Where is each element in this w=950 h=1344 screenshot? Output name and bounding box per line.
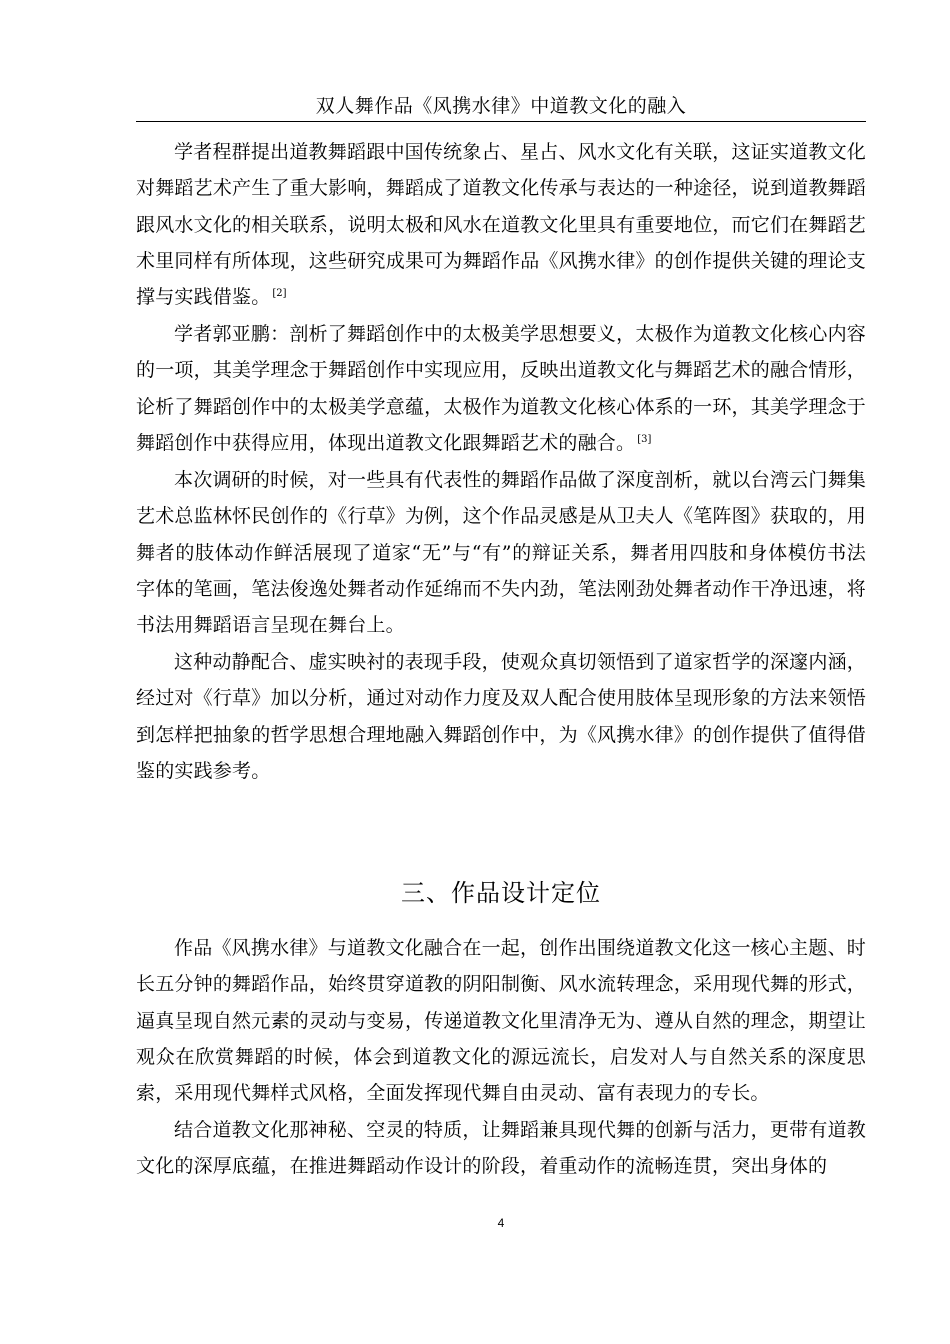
paragraph-dynamic-static <box>136 644 866 789</box>
paragraph-text: 学者程群提出道教舞蹈跟中国传统象占、星占、风水文化有关联，这证实道教文化对舞蹈艺术产生了重大影响，舞蹈成了道教文化传承与表达的一种途径，说到道教舞蹈跟风水文化的相关联系，说明太极和风水在道教文化里具有重要地位，而它们在舞蹈艺术里同样有所体现，这些研究成果可为舞蹈作品《风携水律》的创作提供关键的理论支撑与实践借鉴。 <box>136 141 866 309</box>
paragraph-taoist-features <box>136 1112 866 1185</box>
header-divider <box>136 121 866 122</box>
page-number: 4 <box>497 1216 505 1230</box>
paragraph-cheng-qun <box>136 134 866 315</box>
paragraph-xingcao-analysis <box>136 462 866 643</box>
paragraph-text: 作品《风携水律》与道教文化融合在一起，创作出围绕道教文化这一核心主题、时长五分钟的舞蹈作品，始终贯穿道教的阴阳制衡、风水流转理念，采用现代舞的形式，逼真呈现自然元素的灵动与变易，传递道教文化里清净无为、遵从自然的理念，期望让观众在欣赏舞蹈的时候，体会到道教文化的源远流长，启发对人与自然关系的深度思索，采用现代舞样式风格，全面发挥现代舞自由灵动、富有表现力的专长。 <box>136 937 866 1105</box>
citation-ref: [3] <box>637 433 652 445</box>
citation-ref: [2] <box>272 287 287 299</box>
paragraph-guo-yapeng <box>136 316 866 461</box>
paragraph-text: 本次调研的时候，对一些具有代表性的舞蹈作品做了深度剖析，就以台湾云门舞集艺术总监林怀民创作的《行草》为例，这个作品灵感是从卫夫人《笔阵图》获取的，用舞者的肢体动作鲜活展现了道家“无”与“有”的辩证关系，舞者用四肢和身体模仿书法字体的笔画，笔法俊逸处舞者动作延绵而不失内劲，笔法刚劲处舞者动作干净迅速，将书法用舞蹈语言呈现在舞台上。 <box>136 469 866 637</box>
paragraph-text: 结合道教文化那神秘、空灵的特质，让舞蹈兼具现代舞的创新与活力，更带有道教文化的深厚底蕴，在推进舞蹈动作设计的阶段，着重动作的流畅连贯，突出身体的 <box>136 1119 866 1178</box>
paragraph-text: 这种动静配合、虚实映衬的表现手段，使观众真切领悟到了道家哲学的深邃内涵，经过对《行草》加以分析，通过对动作力度及双人配合使用肢体呈现形象的方法来领悟到怎样把抽象的哲学思想合理地融入舞蹈创作中，为《风携水律》的创作提供了值得借鉴的实践参考。 <box>136 651 866 782</box>
paragraph-design-positioning <box>136 930 866 1111</box>
running-header: 双人舞作品《风携水律》中道教文化的融入 <box>315 95 687 117</box>
paragraph-text: 学者郭亚鹏：剖析了舞蹈创作中的太极美学思想要义，太极作为道教文化核心内容的一项，其美学理念于舞蹈创作中实现应用，反映出道教文化与舞蹈艺术的融合情形，论析了舞蹈创作中的太极美学意蕴，太极作为道教文化核心体系的一环，其美学理念于舞蹈创作中获得应用，体现出道教文化跟舞蹈艺术的融合。 <box>136 323 866 454</box>
section-heading: 三、作品设计定位 <box>401 879 601 907</box>
